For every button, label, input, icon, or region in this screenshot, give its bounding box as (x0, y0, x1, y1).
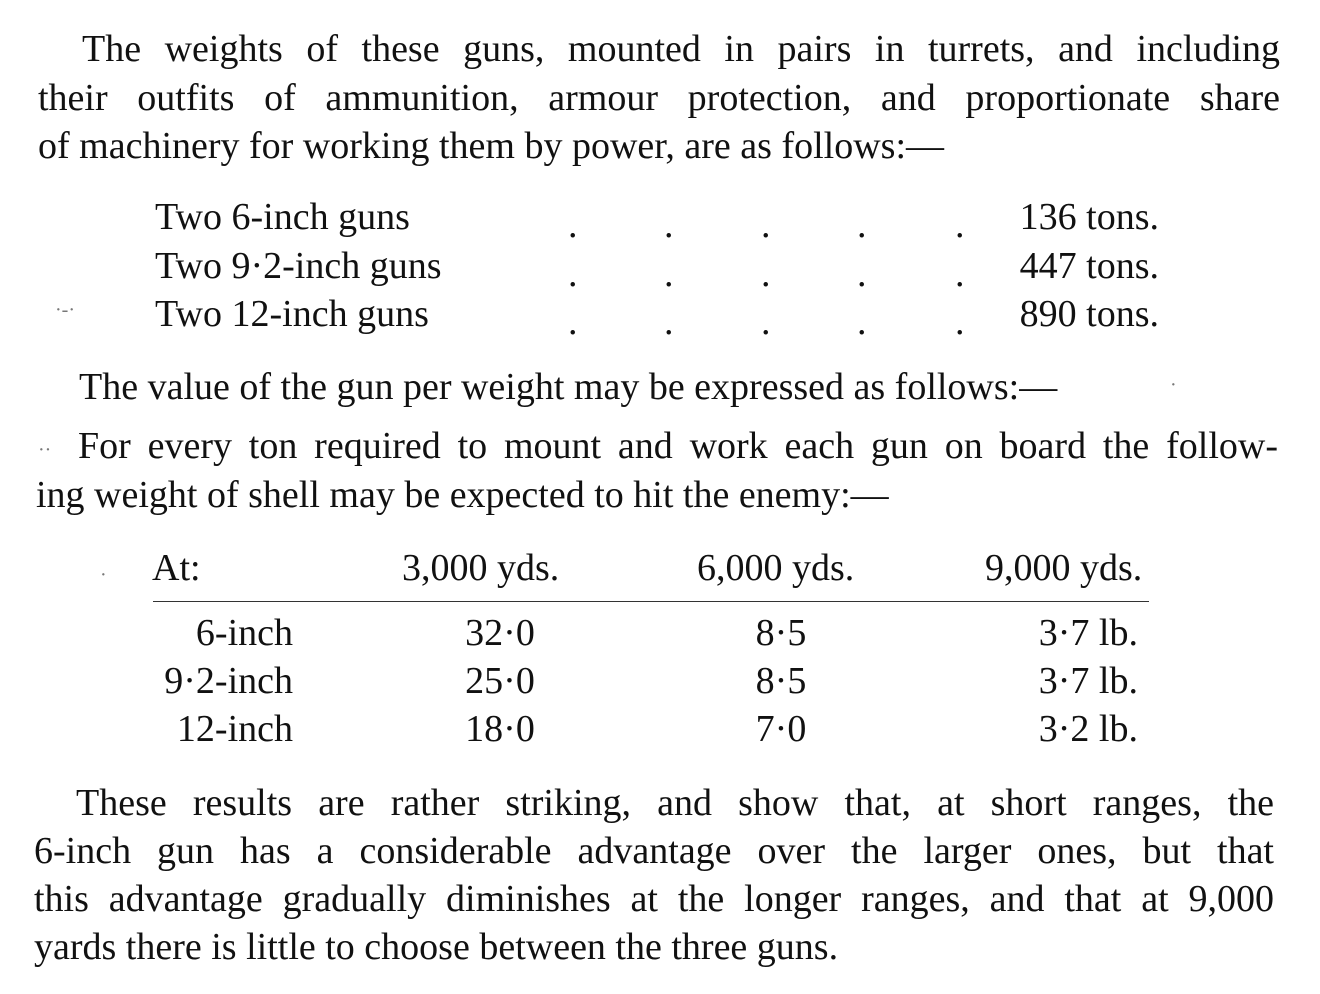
table-cell: 3·7 lb. (1038, 612, 1138, 654)
weight-label: Two 6-inch guns (155, 196, 410, 238)
list-item (155, 247, 442, 285)
table-cell: 8·5 (755, 660, 807, 702)
table-cell-gun: 12-inch (176, 708, 293, 750)
document-page: The weights of these guns, mounted in pairs in turrets, and including their outfits of ammunition, armour protection, and proportionate share of machinery for working them by power, are as follows:— Two 6-inch guns . . . . . 136 tons. Two 9·2-inch guns . . . . . 447 tons. Two 12-inch guns . . . . . 890 tons. ·-· ·· · · The value of the gun per weight may be expressed as follows:— For every ton required to mount and work each gun on board the follow- ing weight of shell may be expected to hit the enemy:— At: 3,000 yds. 6,000 yds. 9,000 yds. 6-inch 32·0 8·5 3·7 lb. 9·2-inch 25·0 8·5 3·7 lb. 12-inch 18·0 7·0 3·2 lb. These results are rather striking, and show that, at short ranges, the 6-inch gun has a considerable advantage over the larger ones, but that this advantage gradually diminishes at the longer ranges, and that at 9,000 yards there is little to choose between the three guns. (34, 28, 1280, 968)
paragraph-1-line-1: The weights of these guns, mounted in pairs in turrets, and including (82, 28, 1280, 70)
table-header-3000: 3,000 yds. (402, 547, 560, 589)
table-cell-gun: 6-inch (195, 612, 293, 654)
table-cell: 3·2 lb. (1038, 708, 1138, 750)
paragraph-4-line-3: this advantage gradually diminishes at the longer ranges, and that at 9,000 (34, 878, 1274, 920)
table-cell: 18·0 (465, 708, 535, 750)
paragraph-3-line-2: ing weight of shell may be expected to hit the enemy:— (36, 474, 889, 516)
list-item (155, 198, 410, 236)
weight-value: 136 tons. (1019, 196, 1159, 238)
weight-label: Two 12-inch guns (155, 293, 429, 335)
paragraph-1-line-3: of machinery for working them by power, are as follows:— (38, 125, 945, 167)
table-header-at: At: (152, 547, 201, 589)
list-item (155, 295, 429, 333)
scan-speck: ·-· (55, 299, 75, 321)
table-cell-gun: 9·2-inch (164, 660, 293, 702)
paragraph-4-line-4: yards there is little to choose between the three guns. (34, 926, 839, 968)
table-header-9000: 9,000 yds. (985, 547, 1143, 589)
paragraph-3-line-1: For every ton required to mount and work each gun on board the follow- (78, 425, 1278, 467)
table-cell: 8·5 (755, 612, 807, 654)
weight-label: Two 9·2-inch guns (155, 245, 442, 287)
table-cell: 32·0 (465, 612, 535, 654)
table-header-6000: 6,000 yds. (697, 547, 855, 589)
paragraph-4-line-1: These results are rather striking, and show that, at short ranges, the (76, 782, 1274, 824)
paragraph-4-line-2: 6-inch gun has a considerable advantage over the larger ones, but that (34, 830, 1274, 872)
table-rule (153, 601, 1149, 602)
scan-speck: · (1170, 374, 1177, 396)
scan-speck: · (100, 564, 107, 586)
weight-value: 447 tons. (1019, 245, 1159, 287)
table-cell: 7·0 (755, 708, 807, 750)
paragraph-2: The value of the gun per weight may be expressed as follows:— (79, 366, 1058, 408)
paragraph-1-line-2: their outfits of ammunition, armour protection, and proportionate share (38, 77, 1280, 119)
scan-speck: ·· (38, 439, 52, 461)
weight-value: 890 tons. (1019, 293, 1159, 335)
table-cell: 3·7 lb. (1038, 660, 1138, 702)
table-cell: 25·0 (465, 660, 535, 702)
